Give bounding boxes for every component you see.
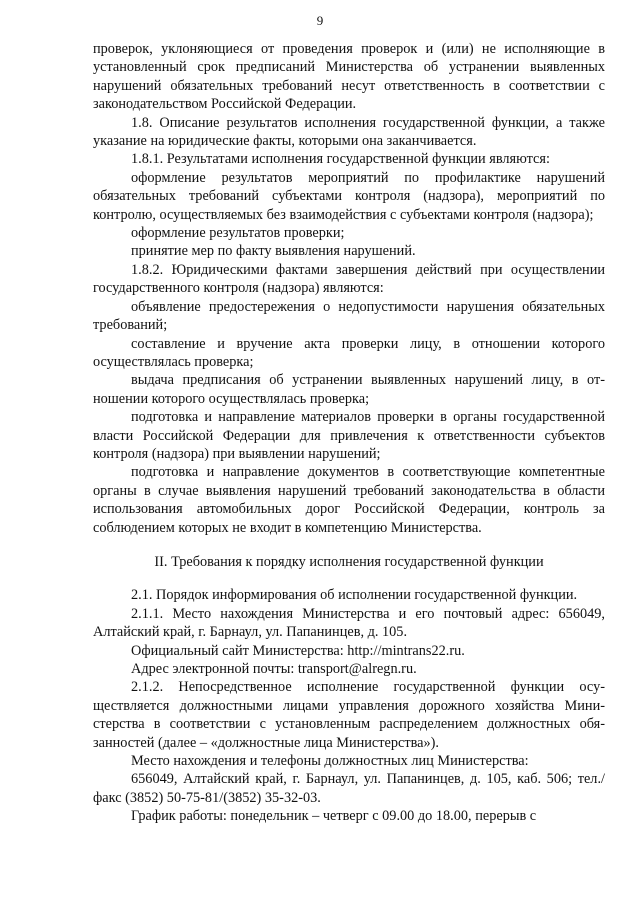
paragraph: 1.8.1. Результатами исполнения государственной функции являются:	[131, 151, 550, 168]
paragraph: 656049, Алтайский край, г. Барнаул, ул. Папанинцев, д. 105, каб. 506; тел./факс (3852) 50-75-81/(3852) 35-32-03.	[93, 771, 605, 806]
paragraph: Официальный сайт Министерства: http://mintrans22.ru.	[131, 642, 465, 659]
section-1-8-text	[93, 40, 605, 537]
paragraph: 1.8.2. Юридическими фактами завершения действий при осуществлении государственного контроля (надзора) являются:	[93, 261, 605, 297]
paragraph: Место нахождения и телефоны должностных лиц Министерства:	[131, 753, 529, 770]
paragraph: оформление результатов мероприятий по профилактике нарушений обязательных требований субъектами контроля (надзора), мероприятий по контролю, осуществляемых без взаимодействия с субъектами контроля (надзора);	[93, 169, 605, 223]
paragraph: 2.1.2. Непосредственное исполнение государственной функции осуществляется должностными лицами управления дорожного хозяйства Министерства в соответствии с установленным распределением должностных обязанностей (далее – «должностные лица Министерства»).	[93, 679, 605, 751]
paragraph: 2.1. Порядок информирования об исполнении государственной функции.	[131, 587, 578, 604]
section-heading: II. Требования к порядку исполнения государственной функции	[154, 553, 544, 570]
paragraph: 1.8. Описание результатов исполнения государственной функции, а также указание на юридические факты, которыми она заканчивается.	[93, 114, 605, 150]
paragraph: Адрес электронной почты: transport@alregn.ru.	[131, 661, 417, 677]
paragraph: График работы: понедельник – четверг с 09.00 до 18.00, перерыв с	[131, 808, 537, 825]
paragraph: объявление предостережения о недопустимости нарушения обязательных требований;	[93, 298, 605, 334]
paragraph: подготовка и направление материалов проверки в органы государственной власти Российской Федерации для привлечения к ответственности субъектов контроля (надзора) при выявлении нарушений;	[93, 409, 605, 462]
page-number: 9	[316, 13, 324, 28]
paragraph: 2.1.1. Место нахождения Министерства и его почтовый адрес: 656049, Алтайский край, г. Барнаул, ул. Папанинцев, д. 105.	[93, 605, 605, 641]
paragraph: подготовка и направление документов в соответствующие компетентные органы в случае выявления нарушений требований законодательства в области использования автомобильных дорог Российской Федерации, контроль за соблюдением которых не входит в компетенцию Министерства.	[93, 464, 605, 536]
paragraph: оформление результатов проверки;	[131, 225, 345, 242]
paragraph: проверок, уклоняющиеся от проведения проверок и (или) не исполняющие в установленный срок предписаний Министерства об устранении выявленных нарушений обязательных требований несут ответственность в соответствии с законодательством Российской Федерации.	[93, 41, 605, 113]
document-body	[93, 40, 605, 826]
paragraph: выдача предписания об устранении выявленных нарушений лицу, в отношении которого осуществлялась проверка;	[93, 372, 605, 407]
paragraph: принятие мер по факту выявления нарушений.	[131, 243, 416, 260]
section-2-text	[93, 586, 605, 825]
paragraph: составление и вручение акта проверки лицу, в отношении которого осуществлялась проверка;	[93, 335, 605, 370]
